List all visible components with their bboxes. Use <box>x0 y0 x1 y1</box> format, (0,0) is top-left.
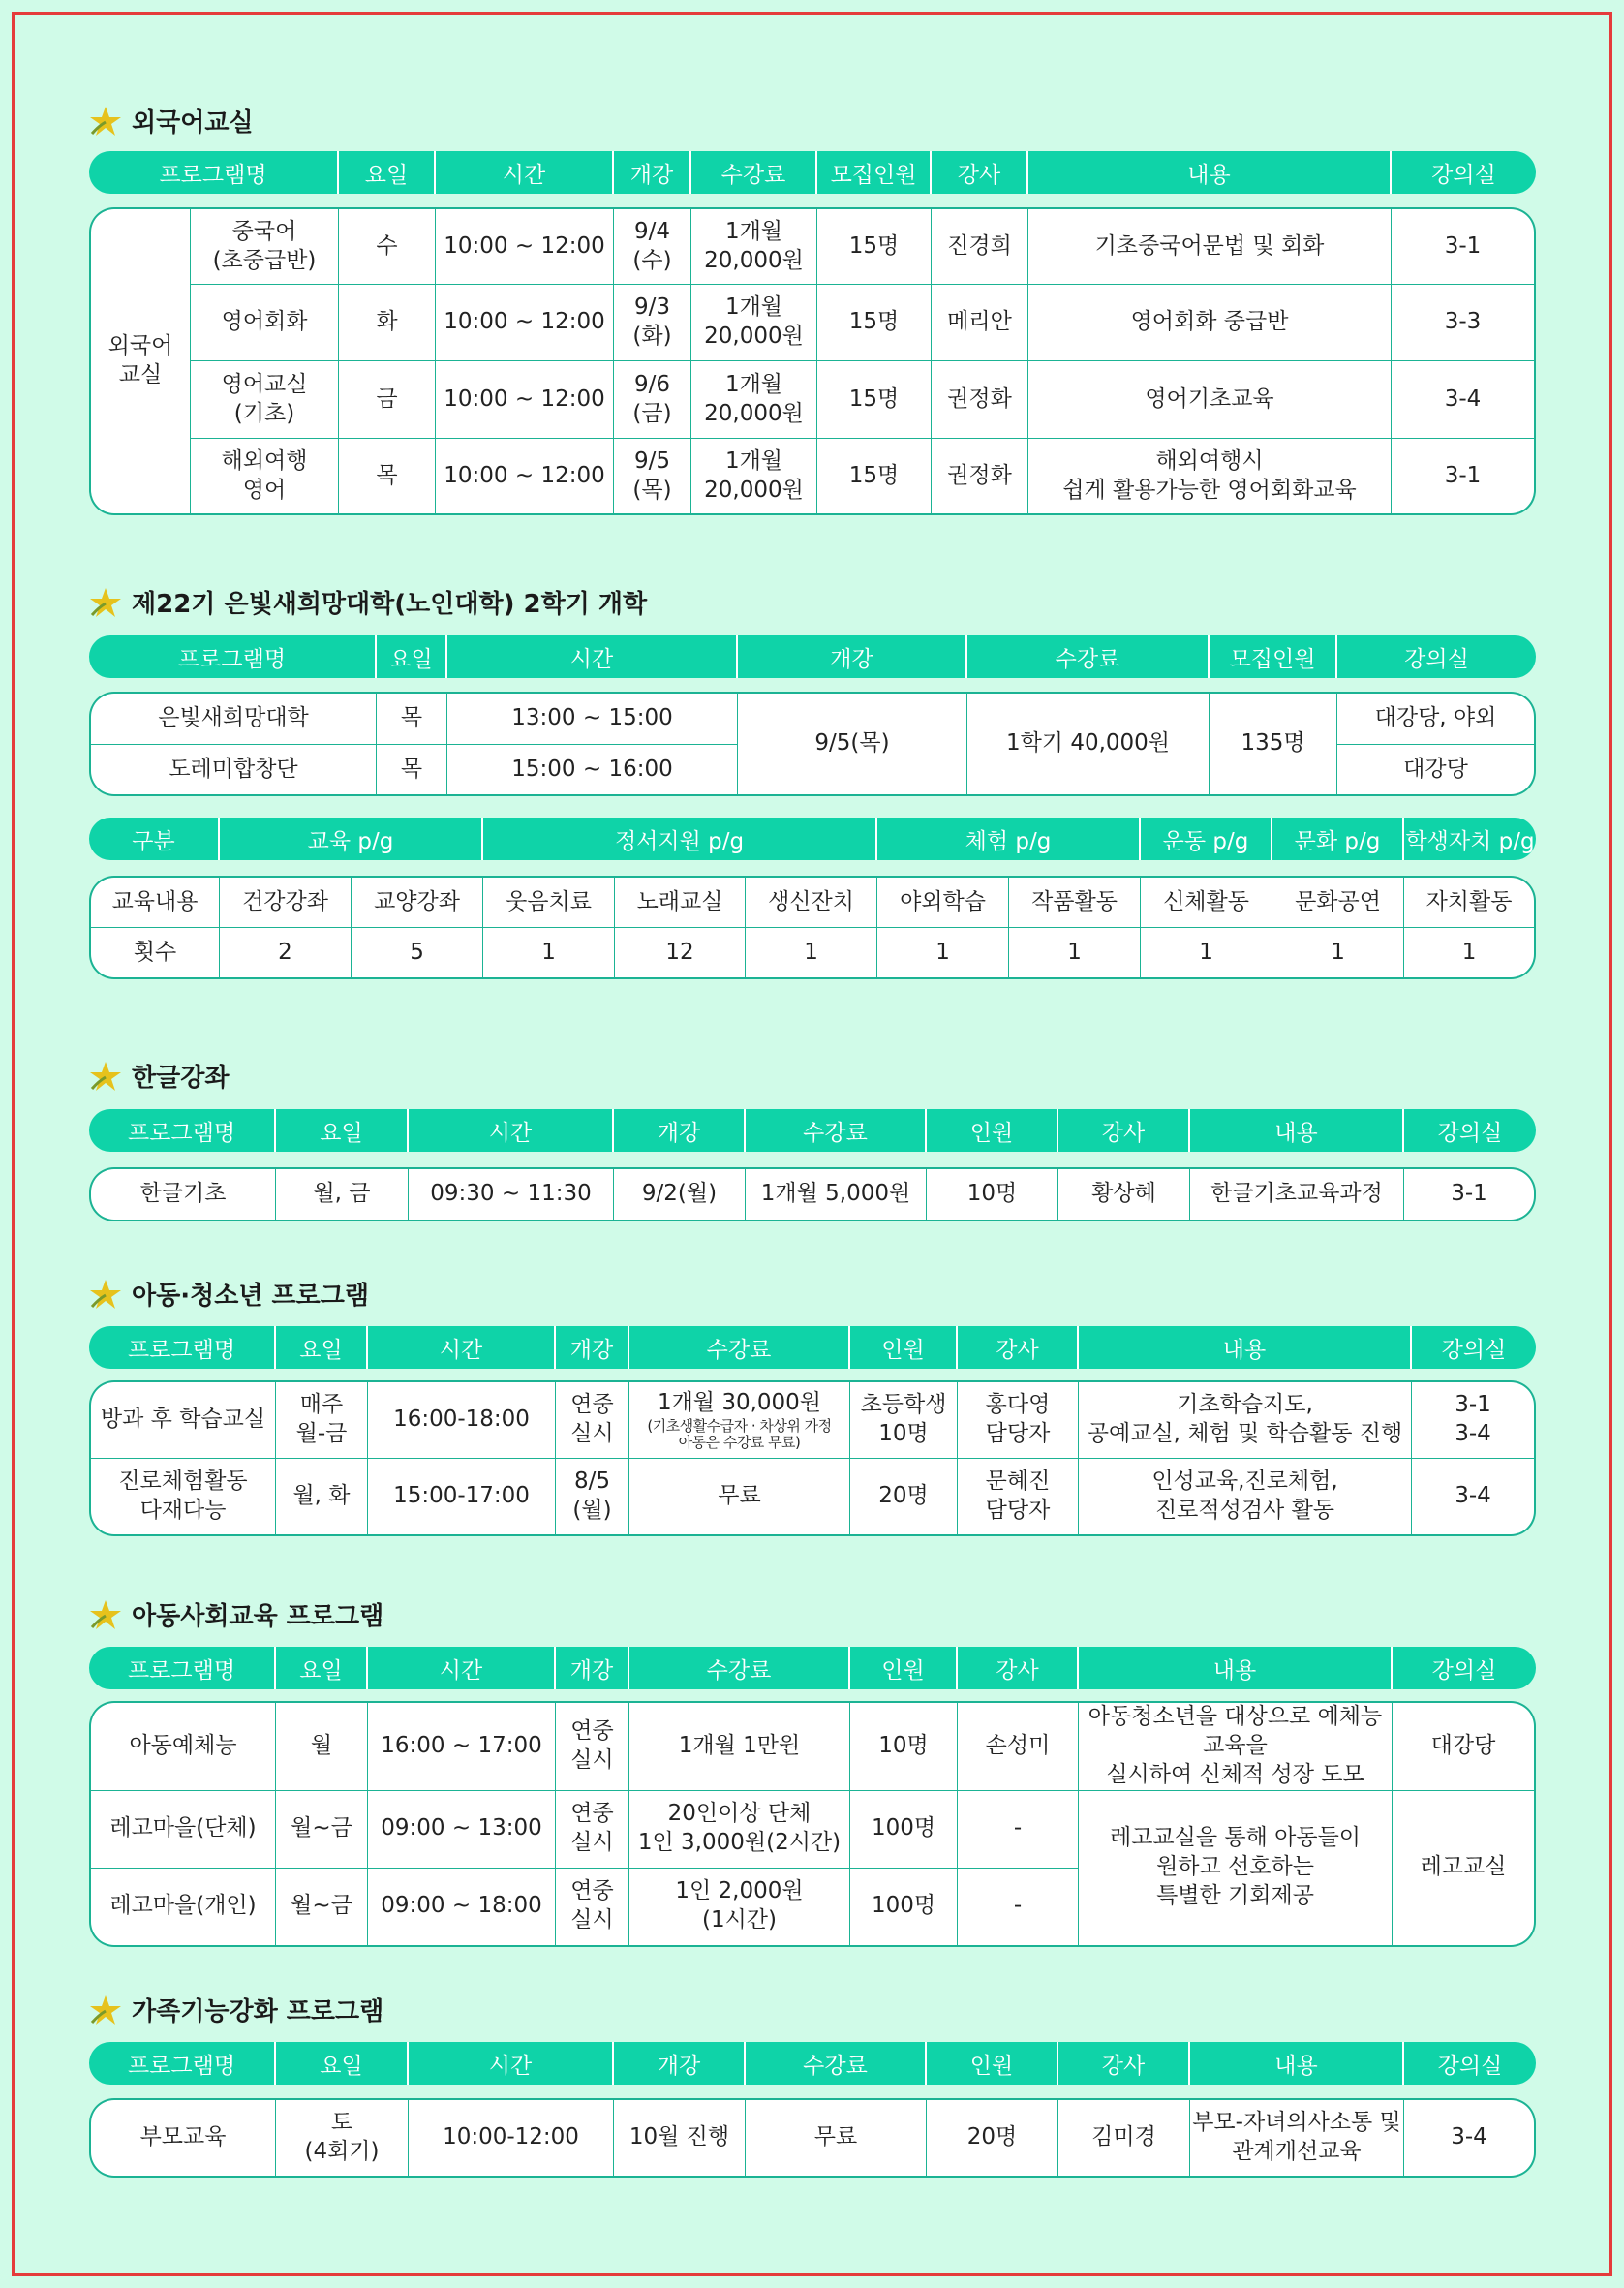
senior-program-table <box>89 818 1536 979</box>
section-title-youth: 아동·청소년 프로그램 <box>89 1276 369 1312</box>
star-icon <box>89 1278 122 1311</box>
table-row: 부모교육 토 (4회기) 10:00-12:00 10월 진행 무료 20명 김미경 부모-자녀의사소통 및 관계개선교육 3-4 <box>89 2098 1536 2178</box>
table-row: 해외여행 영어 목 10:00 ~ 12:00 9/5 (목) 1개월 20,000원 15명 권정화 해외여행시 쉽게 활용가능한 영어회화교육 3-1 <box>89 439 1536 515</box>
group-label: 외국어 교실 <box>89 207 191 515</box>
youth-table <box>89 1326 1536 1536</box>
table-header: 프로그램명 요일 시간 개강 수강료 모집인원 강사 내용 강의실 <box>89 151 1536 194</box>
child-social-table <box>89 1647 1536 1947</box>
hangul-table <box>89 1109 1536 1221</box>
table-header: 프로그램명 요일 시간 개강 수강료 인원 강사 내용 강의실 <box>89 1109 1536 1152</box>
star-icon <box>89 1598 122 1631</box>
table-row: 레고마을(개인) 월~금 09:00 ~ 18:00 연중 실시 1인 2,000원 (1시간) 100명 - <box>89 1869 1536 1947</box>
star-icon <box>89 1060 122 1093</box>
star-icon <box>89 105 122 138</box>
foreign-language-table <box>89 151 1536 515</box>
table-row: 교육내용 건강강좌 교양강좌 웃음치료 노래교실 생신잔치 야외학습 작품활동 신체활동 문화공연 자치활동 <box>89 876 1536 928</box>
table-row: 진로체험활동 다재다능 월, 화 15:00-17:00 8/5 (월) 무료 20명 문혜진 담당자 인성교육,진로체험, 진로적성검사 활동 3-4 <box>89 1459 1536 1536</box>
table-row: 횟수 2 5 1 12 1 1 1 1 1 1 <box>89 928 1536 979</box>
section-title-senior-college: 제22기 은빛새희망대학(노인대학) 2학기 개학 <box>89 584 647 620</box>
table-row: 방과 후 학습교실 매주 월-금 16:00-18:00 연중 실시 1개월 30,000원 (기초생활수급자 · 차상위 가정 아동은 수강료 무료) 초등학생 10명 홍다영 담당자 기초학습지도, 공예교실, 체험 및 학습활동 진행 3-1 3-4 <box>89 1380 1536 1459</box>
table-header: 프로그램명 요일 시간 개강 수강료 모집인원 강의실 <box>89 635 1536 678</box>
section-title-family: 가족기능강화 프로그램 <box>89 1992 383 2027</box>
fee-cell: 1개월 30,000원 (기초생활수급자 · 차상위 가정 아동은 수강료 무료) <box>629 1380 850 1459</box>
table-row: 영어회화 화 10:00 ~ 12:00 9/3 (화) 1개월 20,000원 15명 메리안 영어회화 중급반 3-3 <box>89 285 1536 361</box>
table-header: 프로그램명 요일 시간 개강 수강료 인원 강사 내용 강의실 <box>89 1647 1536 1689</box>
table-row: 외국어 교실 중국어 (초중급반) 수 10:00 ~ 12:00 9/4 (수) 1개월 20,000원 15명 진경희 기초중국어문법 및 회화 3-1 <box>89 207 1536 285</box>
table-row: 레고마을(단체) 월~금 09:00 ~ 13:00 연중 실시 20인이상 단체 1인 3,000원(2시간) 100명 - 레고교실을 통해 아동들이 원하고 선호하는 특별한 기회제공 레고교실 <box>89 1791 1536 1869</box>
table-header: 프로그램명 요일 시간 개강 수강료 인원 강사 내용 강의실 <box>89 2042 1536 2085</box>
table-row: 아동예체능 월 16:00 ~ 17:00 연중 실시 1개월 1만원 10명 손성미 아동청소년을 대상으로 예체능교육을 실시하여 신체적 성장 도모 대강당 <box>89 1701 1536 1791</box>
family-table <box>89 2042 1536 2178</box>
section-title-child-social: 아동사회교육 프로그램 <box>89 1596 383 1632</box>
senior-college-table <box>89 635 1536 796</box>
table-row: 한글기초 월, 금 09:30 ~ 11:30 9/2(월) 1개월 5,000원 10명 황상혜 한글기초교육과정 3-1 <box>89 1167 1536 1221</box>
star-icon <box>89 586 122 619</box>
table-row: 영어교실 (기초) 금 10:00 ~ 12:00 9/6 (금) 1개월 20,000원 15명 권정화 영어기초교육 3-4 <box>89 361 1536 439</box>
star-icon <box>89 1994 122 2026</box>
table-header: 구분 교육 p/g 정서지원 p/g 체험 p/g 운동 p/g 문화 p/g 학생자치 p/g <box>89 818 1536 860</box>
section-title-hangul: 한글강좌 <box>89 1058 229 1094</box>
table-row: 은빛새희망대학 목 13:00 ~ 15:00 9/5(목) 1학기 40,000원 135명 대강당, 야외 <box>89 692 1536 745</box>
table-row: 도레미합창단 목 15:00 ~ 16:00 대강당 <box>89 745 1536 796</box>
fee-note: (기초생활수급자 · 차상위 가정 아동은 수강료 무료) <box>647 1416 832 1451</box>
section-title-foreign-language: 외국어교실 <box>89 103 254 139</box>
table-header: 프로그램명 요일 시간 개강 수강료 인원 강사 내용 강의실 <box>89 1326 1536 1369</box>
